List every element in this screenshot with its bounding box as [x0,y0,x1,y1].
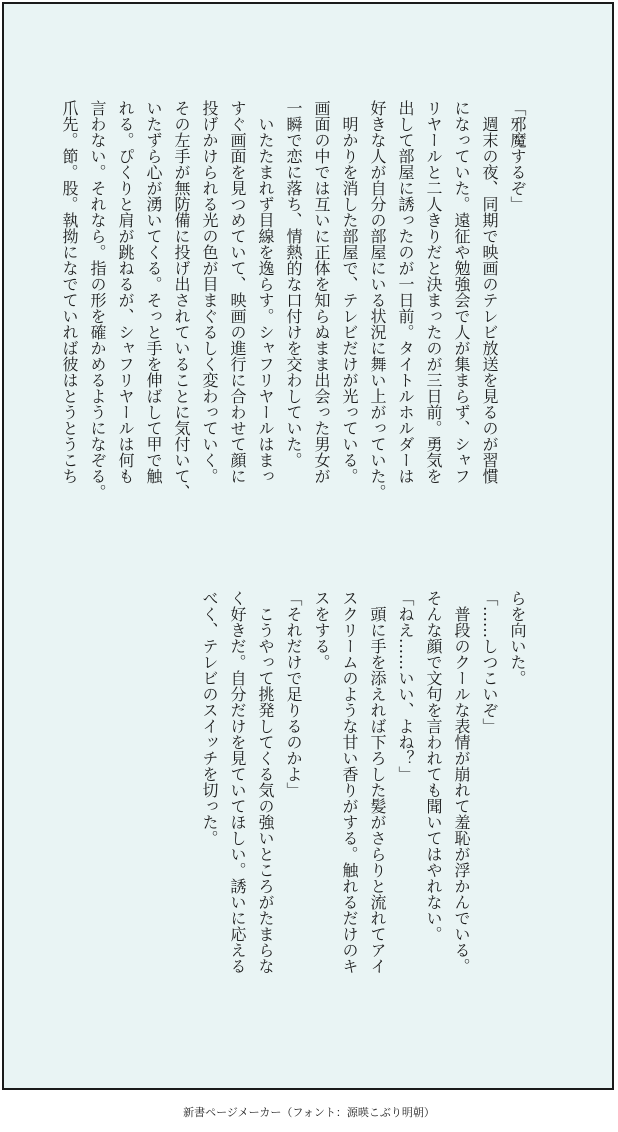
text-line: すぐ画面を見つめていて、映画の進行に合わせて顔に [228,100,247,484]
text-line: れる。ぴくりと肩が跳ねるが、シャフリヤールは何も [116,100,135,484]
text-line: 出して部屋に誘ったのが一日前。タイトルホルダーは [396,100,415,484]
text-line: 画面の中では互いに正体を知らぬまま出会った男女が [312,100,331,484]
text-line: スクリームのような甘い香りがする。触れるだけのキ [340,590,359,974]
footer-credit: 新書ページメーカー（フォント：源暎こぶり明朝） [183,1106,435,1119]
text-line: く好きだ。自分だけを見ていてほしい。誘いに応える [228,590,247,974]
text-line: 言わない。それなら。指の形を確かめるようになぞる。 [88,100,107,500]
text-line: 「……しつこいぞ」 [480,590,499,734]
text-block-top [55,100,531,540]
text-line: スをする。 [312,590,331,670]
text-line: その左手が無防備に投げ出されていることに気付いて、 [172,100,191,500]
text-line: 一瞬で恋に落ち、情熱的な口付けを交わしていた。 [284,100,303,468]
text-block-bottom [195,590,531,1030]
text-line: 「ねえ……いい、よね？」 [396,590,415,782]
text-line: いたずら心が湧いてくる。そっと手を伸ばして甲で触 [144,100,163,484]
text-line: 好きな人が自分の部屋にいる状況に舞い上がっていた。 [368,100,387,500]
text-line: 「邪魔するぞ」 [508,100,527,212]
text-line: こうやって挑発してくる気の強いところがたまらな [256,590,275,974]
text-line: 普段のクールな表情が崩れて羞恥が浮かんでいる。 [452,590,471,974]
text-line: そんな顔で文句を言われても聞いてはやれない。 [424,590,443,942]
text-line: 爪先。節。股。執拗になでていれば彼はとうとうこち [60,100,79,484]
text-line: 投げかけられる光の色が目まぐるしく変わっていく。 [200,100,219,484]
text-line: 週末の夜、同期で映画のテレビ放送を見るのが習慣 [480,100,499,484]
text-line: いたたまれず目線を逸らす。シャフリヤールはまっ [256,100,275,484]
text-line: べく、テレビのスイッチを切った。 [200,590,219,846]
text-line: 頭に手を添えれば下ろした髪がさらりと流れてアイ [368,590,387,974]
text-line: 「それだけで足りるのかよ」 [284,590,303,798]
text-line: らを向いた。 [508,590,527,686]
book-page [2,2,614,1090]
text-line: になっていた。遠征や勉強会で人が集まらず、シャフ [452,100,471,484]
text-line: リヤールと二人きりだと決まったのが三日前。勇気を [424,100,443,484]
text-line: 明かりを消した部屋で、テレビだけが光っている。 [340,100,359,484]
